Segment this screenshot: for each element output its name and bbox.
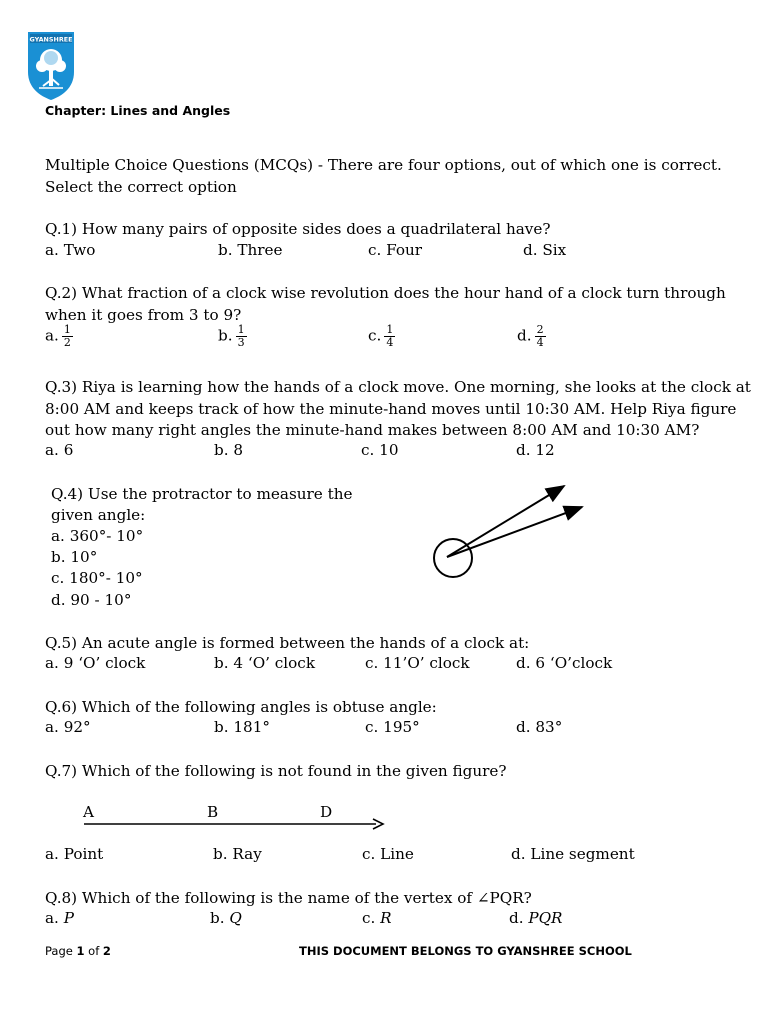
q8-option-a: a. P [45,909,74,927]
q2-option-b: b. $\frac{1}{3}$ [218,323,245,349]
logo-text: GYANSHREE [29,35,73,44]
q8-option-c: c. R [362,909,392,927]
q3-option-b: b. 8 [214,441,244,459]
chapter-title: Chapter: Lines and Angles [45,103,231,118]
q6-option-a: a. 92° [45,718,91,736]
q2-option-a: a. $\frac{1}{2}$ [45,323,71,349]
question-2-line-1: Q.2) What fraction of a clock wise revolution does the hour hand of a clock turn through [45,284,726,302]
q3-option-d: d. 12 [516,441,555,459]
question-3-line-2: 8:00 AM and keeps track of how the minute-hand moves until 10:30 AM. Help Riya figure [45,400,737,418]
q4-option-d: d. 90 - 10° [51,591,132,609]
q4-option-c: c. 180°- 10° [51,569,143,587]
question-5: Q.5) An acute angle is formed between the hands of a clock at: [45,634,530,652]
school-logo [24,28,78,102]
instructions-line-1: Multiple Choice Questions (MCQs) - There are four options, out of which one is correct. [45,156,722,174]
fraction: $\frac{1}{4}$ [386,323,394,349]
q5-option-b: b. 4 ‘O’ clock [214,654,316,672]
q1-option-d: d. Six [523,241,567,259]
question-6: Q.6) Which of the following angles is obtuse angle: [45,698,437,716]
q6-option-c: c. 195° [365,718,420,736]
angle-figure [425,478,590,583]
q6-option-b: b. 181° [214,718,270,736]
figure-label-b: B [207,803,219,821]
q3-option-c: c. 10 [361,441,399,459]
q8-option-b: b. Q [210,909,242,927]
question-8: Q.8) Which of the following is the name of the vertex of ∠PQR? [45,889,532,907]
q5-option-a: a. 9 ‘O’ clock [45,654,146,672]
q7-option-a: a. Point [45,845,104,863]
q4-option-a: a. 360°- 10° [51,527,144,545]
fraction: $\frac{1}{3}$ [237,323,245,349]
ray-figure [84,816,386,830]
q1-option-a: a. Two [45,241,96,259]
q3-option-a: a. 6 [45,441,74,459]
q1-option-c: c. Four [368,241,423,259]
q7-option-d: d. Line segment [511,845,635,863]
footer-notice: THIS DOCUMENT BELONGS TO GYANSHREE SCHOOL [299,944,632,958]
instructions-line-2: Select the correct option [45,178,237,196]
q2-option-d: d. $\frac{2}{4}$ [517,323,544,349]
question-7: Q.7) Which of the following is not found in the given figure? [45,762,507,780]
question-3-line-3: out how many right angles the minute-hand makes between 8:00 AM and 10:30 AM? [45,421,700,439]
question-3-line-1: Q.3) Riya is learning how the hands of a clock move. One morning, she looks at the clock at [45,378,751,396]
figure-label-a: A [83,803,94,821]
q8-option-d: d. PQR [509,909,563,927]
figure-label-d: D [320,803,333,821]
q6-option-d: d. 83° [516,718,563,736]
q1-option-b: b. Three [218,241,283,259]
q7-option-b: b. Ray [213,845,262,863]
q2-option-c: c. $\frac{1}{4}$ [368,323,394,349]
page-number: Page 1 of 2 [45,944,111,958]
question-2-line-2: when it goes from 3 to 9? [45,306,242,324]
fraction: $\frac{2}{4}$ [536,323,544,349]
q5-option-d: d. 6 ‘O’clock [516,654,613,672]
question-1: Q.1) How many pairs of opposite sides does a quadrilateral have? [45,220,551,238]
q5-option-c: c. 11’O’ clock [365,654,470,672]
q4-option-b: b. 10° [51,548,98,566]
q7-option-c: c. Line [362,845,414,863]
question-4-line-1: Q.4) Use the protractor to measure the [51,485,353,503]
fraction: $\frac{1}{2}$ [63,323,71,349]
question-4-line-2: given angle: [51,506,146,524]
